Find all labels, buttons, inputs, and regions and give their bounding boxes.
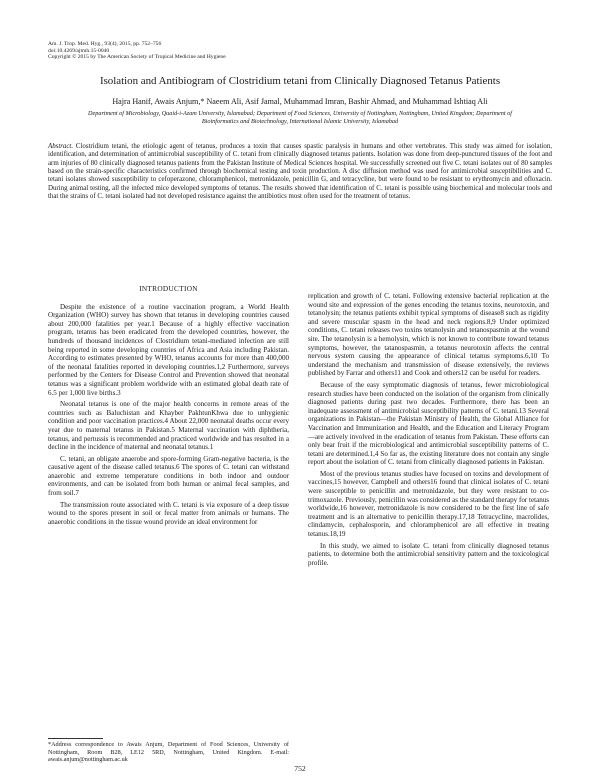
section-heading-introduction: INTRODUCTION [139,284,198,293]
paragraph: The transmission route associated with C. tetani is via exposure of a deep tissue wound to the spores present in soil or fecal matter from animals or humans. The anaerobic conditions in the tissue wound provide an ideal environment for [48,500,289,526]
journal-header [48,41,226,61]
doi: doi:10.4269/ajtmh.15-0040 [48,47,110,54]
paragraph: Because of the easy symptomatic diagnosis of tetanus, fewer microbiological research studies have been conducted on the isolation of the organism from clinically diagnosed patients during past two decades. Furthermore, there has been an inadequate assessment of antimicrobial susceptibility patterns of C. tetani.13 Several organizations in Pakistan—the Pakistan Ministry of Health, the Global Alliance for Vaccination and Immunization and Health, and the Education and Literacy Program—are actively involved in the eradication of tetanus from Pakistan. These efforts can only bear fruit if the microbiological and antimicrobial susceptibility patterns of C. tetani are determined.1,4 So far as, the existing literature does not contain any single report about the isolation of C. tetani from clinically diagnosed patients in Pakistan. [308,380,549,467]
journal-citation: Am. J. Trop. Med. Hyg., 93(4), 2015, pp. 752–756 [48,41,162,47]
affiliations: Department of Microbiology, Quaid-i-Azam University, Islamabad; Department of Food Sciences, University of Nottingham, Nottingham, United Kingdom; Department of Bioinformatics and Biotechnology, International Islamic University, Islamabad [88,110,512,125]
abstract [48,143,552,201]
paragraph: C. tetani, an obligate anaerobe and spore-forming Gram-negative bacteria, is the causative agent of the disease called tetanus.6 The spores of C. tetani can withstand anaerobic and extreme temperature conditions in both indoor and outdoor environments, and can be isolated from both human or animal fecal samples, and from soil.7 [48,454,289,498]
abstract-text: Clostridium tetani, the etiologic agent of tetanus, produces a toxin that causes spastic paralysis in humans and other vertebrates. This study was aimed for isolation, identification, and determination of antimicrobial susceptibility of C. tetani from clinically diagnosed tetanus patients. Isolation was done from deep-punctured tissues of the foot and arm injuries of 80 clinically diagnosed tetanus patients from the Pakistan Institute of Medical Sciences hospital. We successfully screened out five C. tetani isolates out of 80 samples based on the strain-specific characteristics confirmed through biochemical testing and toxin production. A disc diffusion method was used for antimicrobial susceptibilities and C. tetani isolates showed susceptibility to cefoperazone, chloramphenicol, metronidazole, penicillin G, and tetracycline, but were found to be resistant to erythromycin and ofloxacin. During animal testing, all the infected mice developed symptoms of tetanus. The results showed that identification of C. tetani is possible using biochemical and molecular tools and that the strains of C. tetani isolated had not developed resistance against the antibiotics most often used for the treatment of tetanus. [48,143,552,201]
right-column [308,292,549,570]
paragraph: Neonatal tetanus is one of the major health concerns in remote areas of the countries such as Baluchistan and Khayber PakhtunKhwa due to unhygienic condition and poor vaccination practices.4 About 22,000 neonatal deaths occur every year due to maternal tetanus in Pakistan.5 Maternal vaccination with diphtheria, tetanus, and pertussis is recommended and practiced worldwide and has resulted in a decline in the incidence of maternal and neonatal tetanus.1 [48,400,289,452]
left-column [48,285,289,529]
paragraph: Most of the previous tetanus studies have focused on toxins and development of vaccines,15 however, Campbell and others16 found that clinical isolates of C. tetani were susceptible to penicillin and metronidazole, but they were resistant to co-trimoxazole. Previously, penicillin was considered as the standard therapy for tetanus worldwide,16 however, metronidazole is now considered to be the first line of safe treatment and is an alternative to penicillin therapy.17,18 Tetracycline, macrolides, clindamycin, cephalosporin, and chloramphenicol are all effective in treating tetanus.18,19 [308,469,549,539]
page-number: 752 [294,764,306,773]
copyright: Copyright © 2015 by The American Society of Tropical Medicine and Hygiene [48,54,226,61]
paper-title: Isolation and Antibiogram of Clostridium tetani from Clinically Diagnosed Tetanus Patients [99,75,501,87]
author-list: Hajra Hanif, Awais Anjum,* Naeem Ali, Asif Jamal, Muhammad Imran, Bashir Ahmad, and Muhammad Ishtiaq Ali [112,97,488,106]
paragraph: Despite the existence of a routine vaccination program, a World Health Organization (WHO) survey has shown that tetanus in developing countries caused about 200,000 fatalities per year.1 Because of a highly effective vaccination program, tetanus has been eradicated from the developed countries, however, the hundreds of thousand incidences of Clostridium tetani-mediated infection are still being reported in some developing countries of Africa and Asia including Pakistan. According to estimates presented by WHO, tetanus accounts for more than 400,000 of the neonatal fatalities reported in developing countries.1,2 Furthermore, surveys performed by the Centers for Disease Control and Prevention showed that neonatal tetanus was a significant problem worldwide with an estimated global death rate of 6.5 per 1,000 live births.3 [48,302,289,397]
abstract-label: Abstract. [48,143,74,150]
correspondence-footnote: *Address correspondence to Awais Anjum, Department of Food Sciences, University of Nottingham, Room B28, LE12 5RD, Nottingham, United Kingdom. E-mail: awais.anjum@nottingham.ac.uk [48,741,289,763]
paragraph: replication and growth of C. tetani. Following extensive bacterial replication at the wound site and expression of the genes encoding the tetanus toxins, neurotoxin, and tetanolysin; the tetanus patients exhibit typical symptoms of disease8 such as rigidity and severe muscular spasm in the head and neck regions.8,9 Under optimized conditions, C. tetani releases two toxins tetanolysin and tetanospasmin at the wound site. The tetanolysin is a hemolysin, which is not known to contribute toward tetanus symptoms, however, the tatanospasmin, a tetanus neurotoxin affects the central nervous system causing the appearance of clinical tetanus symptoms.6,10 To understand the mechanism and transmission of disease extensively, the reviews published by Farrar and others11 and Cook and others12 can be useful for readers. [308,292,549,378]
paragraph: In this study, we aimed to isolate C. tetani from clinically diagnosed tetanus patients, to determine both the antimicrobial sensitivity pattern and the toxicological profile. [308,541,549,567]
footnote-divider [48,738,103,739]
